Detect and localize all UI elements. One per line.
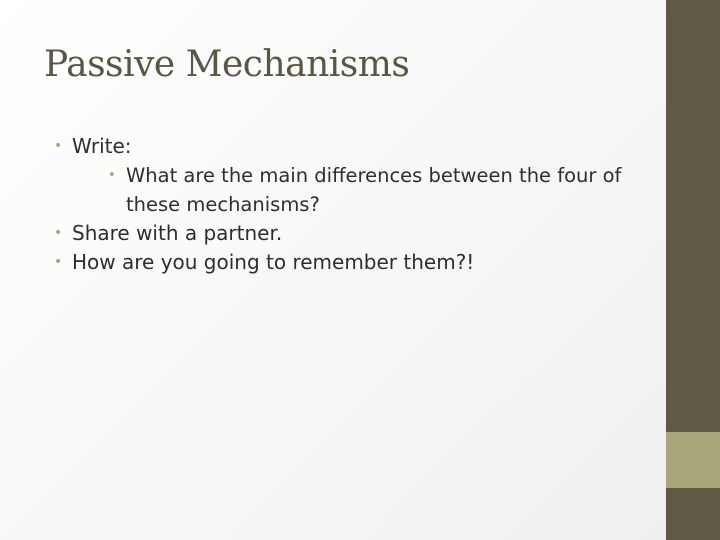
- bullet-item: [54, 132, 654, 161]
- bullet-text: What are the main differences between the four of these mechanisms?: [126, 164, 622, 216]
- slide-title: Passive Mechanisms: [44, 44, 410, 85]
- bullet-text: Write:: [72, 134, 132, 158]
- side-accent-block: [666, 432, 720, 488]
- bullet-text: How are you going to remember them?!: [72, 250, 475, 274]
- bullet-dot-icon: •: [54, 138, 63, 154]
- bullet-item: [54, 248, 654, 277]
- bullet-item: [54, 219, 654, 248]
- bullet-list: [54, 132, 654, 277]
- bullet-dot-icon: •: [54, 254, 63, 270]
- bullet-dot-icon: •: [108, 168, 116, 183]
- bullet-text: Share with a partner.: [72, 221, 283, 245]
- sub-bullet-item: [108, 161, 656, 219]
- bullet-dot-icon: •: [54, 225, 63, 241]
